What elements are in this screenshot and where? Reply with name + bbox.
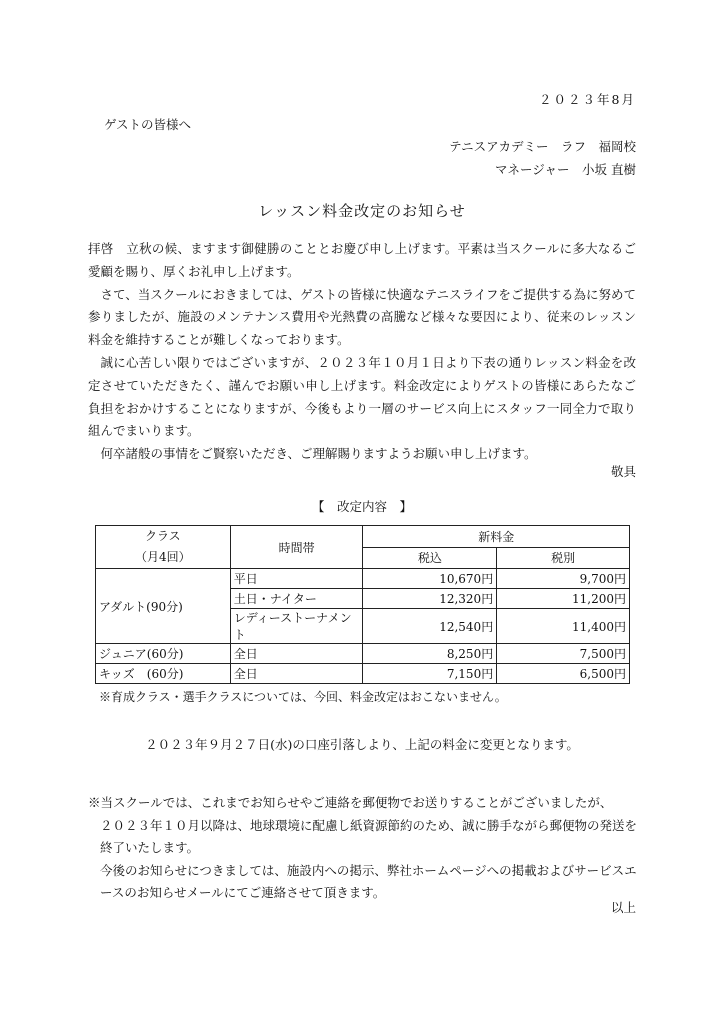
header-tax-in: 税込 [363,547,497,569]
notice-line-2: ２０２３年１０月以降は、地球環境に配慮し紙資源節約のため、誠に勝手ながら郵便物の発送を終了いたします。 [100,817,638,855]
paragraph-greeting: 拝啓 立秋の候、ますます御健勝のこととお慶び申し上げます。平素は当スクールに多大なるご愛顧を賜り、厚くお礼申し上げます。 [88,241,636,279]
fee-tax-in: 8,250円 [363,644,497,664]
end-word: 以上 [610,900,636,915]
class-kids: キッズ (60分) [96,664,231,684]
header-class-line1: クラス [145,529,181,543]
paragraph-revision: 誠に心苦しい限りではございますが、２０２３年１０月１日より下表の通りレッスン料金を改定させていただきたく、謹んでお願い申し上げます。料金改定によりゲストの皆様にあらたなご負担をおかけすることになりますが、今後もより一層のサービス向上にスタッフ一同全力で取り組んでまいります。 [88,354,636,439]
class-junior: ジュニア(60分) [96,644,231,664]
time-cell: 平日 [230,569,363,589]
debit-change-note: ２０２３年９月２７日(水)の口座引落しより、上記の料金に変更となります。 [145,737,579,752]
fee-tax-in: 12,320円 [363,589,497,609]
header-class-line2: （月4回） [135,550,191,564]
fee-tax-in: 10,670円 [363,569,497,589]
fee-tax-ex: 6,500円 [497,664,630,684]
table-row [96,569,630,589]
table-row [96,644,630,664]
postal-notice [88,792,640,905]
header-new-fee: 新料金 [363,526,630,548]
closing-word: 敬具 [610,464,636,479]
header-tax-ex: 税別 [497,547,630,569]
table-header-row [96,526,630,548]
class-adult: アダルト(90分) [96,569,231,644]
fee-tax-in: 12,540円 [363,609,497,644]
paragraph-request: 何卒諸般の事情をご賢察いただき、ご理解賜りますようお願い申し上げます。 [100,446,537,462]
time-cell: 土日・ナイター [230,589,363,609]
addressee: ゲストの皆様へ [104,117,192,132]
table-row [96,664,630,684]
notice-line-3: 今後のお知らせにつきましては、施設内への掲示、弊社ホームページへの掲載およびサービスエースのお知らせメールにてご連絡させて頂きます。 [100,862,637,900]
fee-tax-ex: 9,700円 [497,569,630,589]
time-cell: 全日 [230,644,363,664]
fee-tax-ex: 7,500円 [497,644,630,664]
page-title: レッスン料金改定のお知らせ [258,202,466,220]
time-cell: レディーストーナメント [230,609,363,644]
header-class [96,526,231,569]
time-cell: 全日 [230,664,363,684]
fee-table [95,525,630,684]
letter-body [88,238,636,466]
letter-date: ２０２３年8月 [539,92,636,107]
training-class-note: ※育成クラス・選手クラスについては、今回、料金改定はおこないません。 [99,690,507,704]
sender-organization: テニスアカデミー ラフ 福岡校 [449,139,636,154]
paragraph-background: さて、当スクールにおきましては、ゲストの皆様に快適なテニスライフをご提供する為に努めて参りましたが、施設のメンテナンス費用や光熱費の高騰など様々な要因により、従来のレッスン料金を維持することが難しくなっております。 [88,286,636,348]
header-time: 時間帯 [230,526,363,569]
fee-tax-in: 7,150円 [363,664,497,684]
fee-tax-ex: 11,200円 [497,589,630,609]
notice-line-1: ※当スクールでは、これまでお知らせやご連絡を郵便物でお送りすることがございましたが、 [88,795,613,810]
fee-tax-ex: 11,400円 [497,609,630,644]
sender-name: マネージャー 小坂 直樹 [495,162,636,177]
table-title: 【 改定内容 】 [311,499,412,514]
